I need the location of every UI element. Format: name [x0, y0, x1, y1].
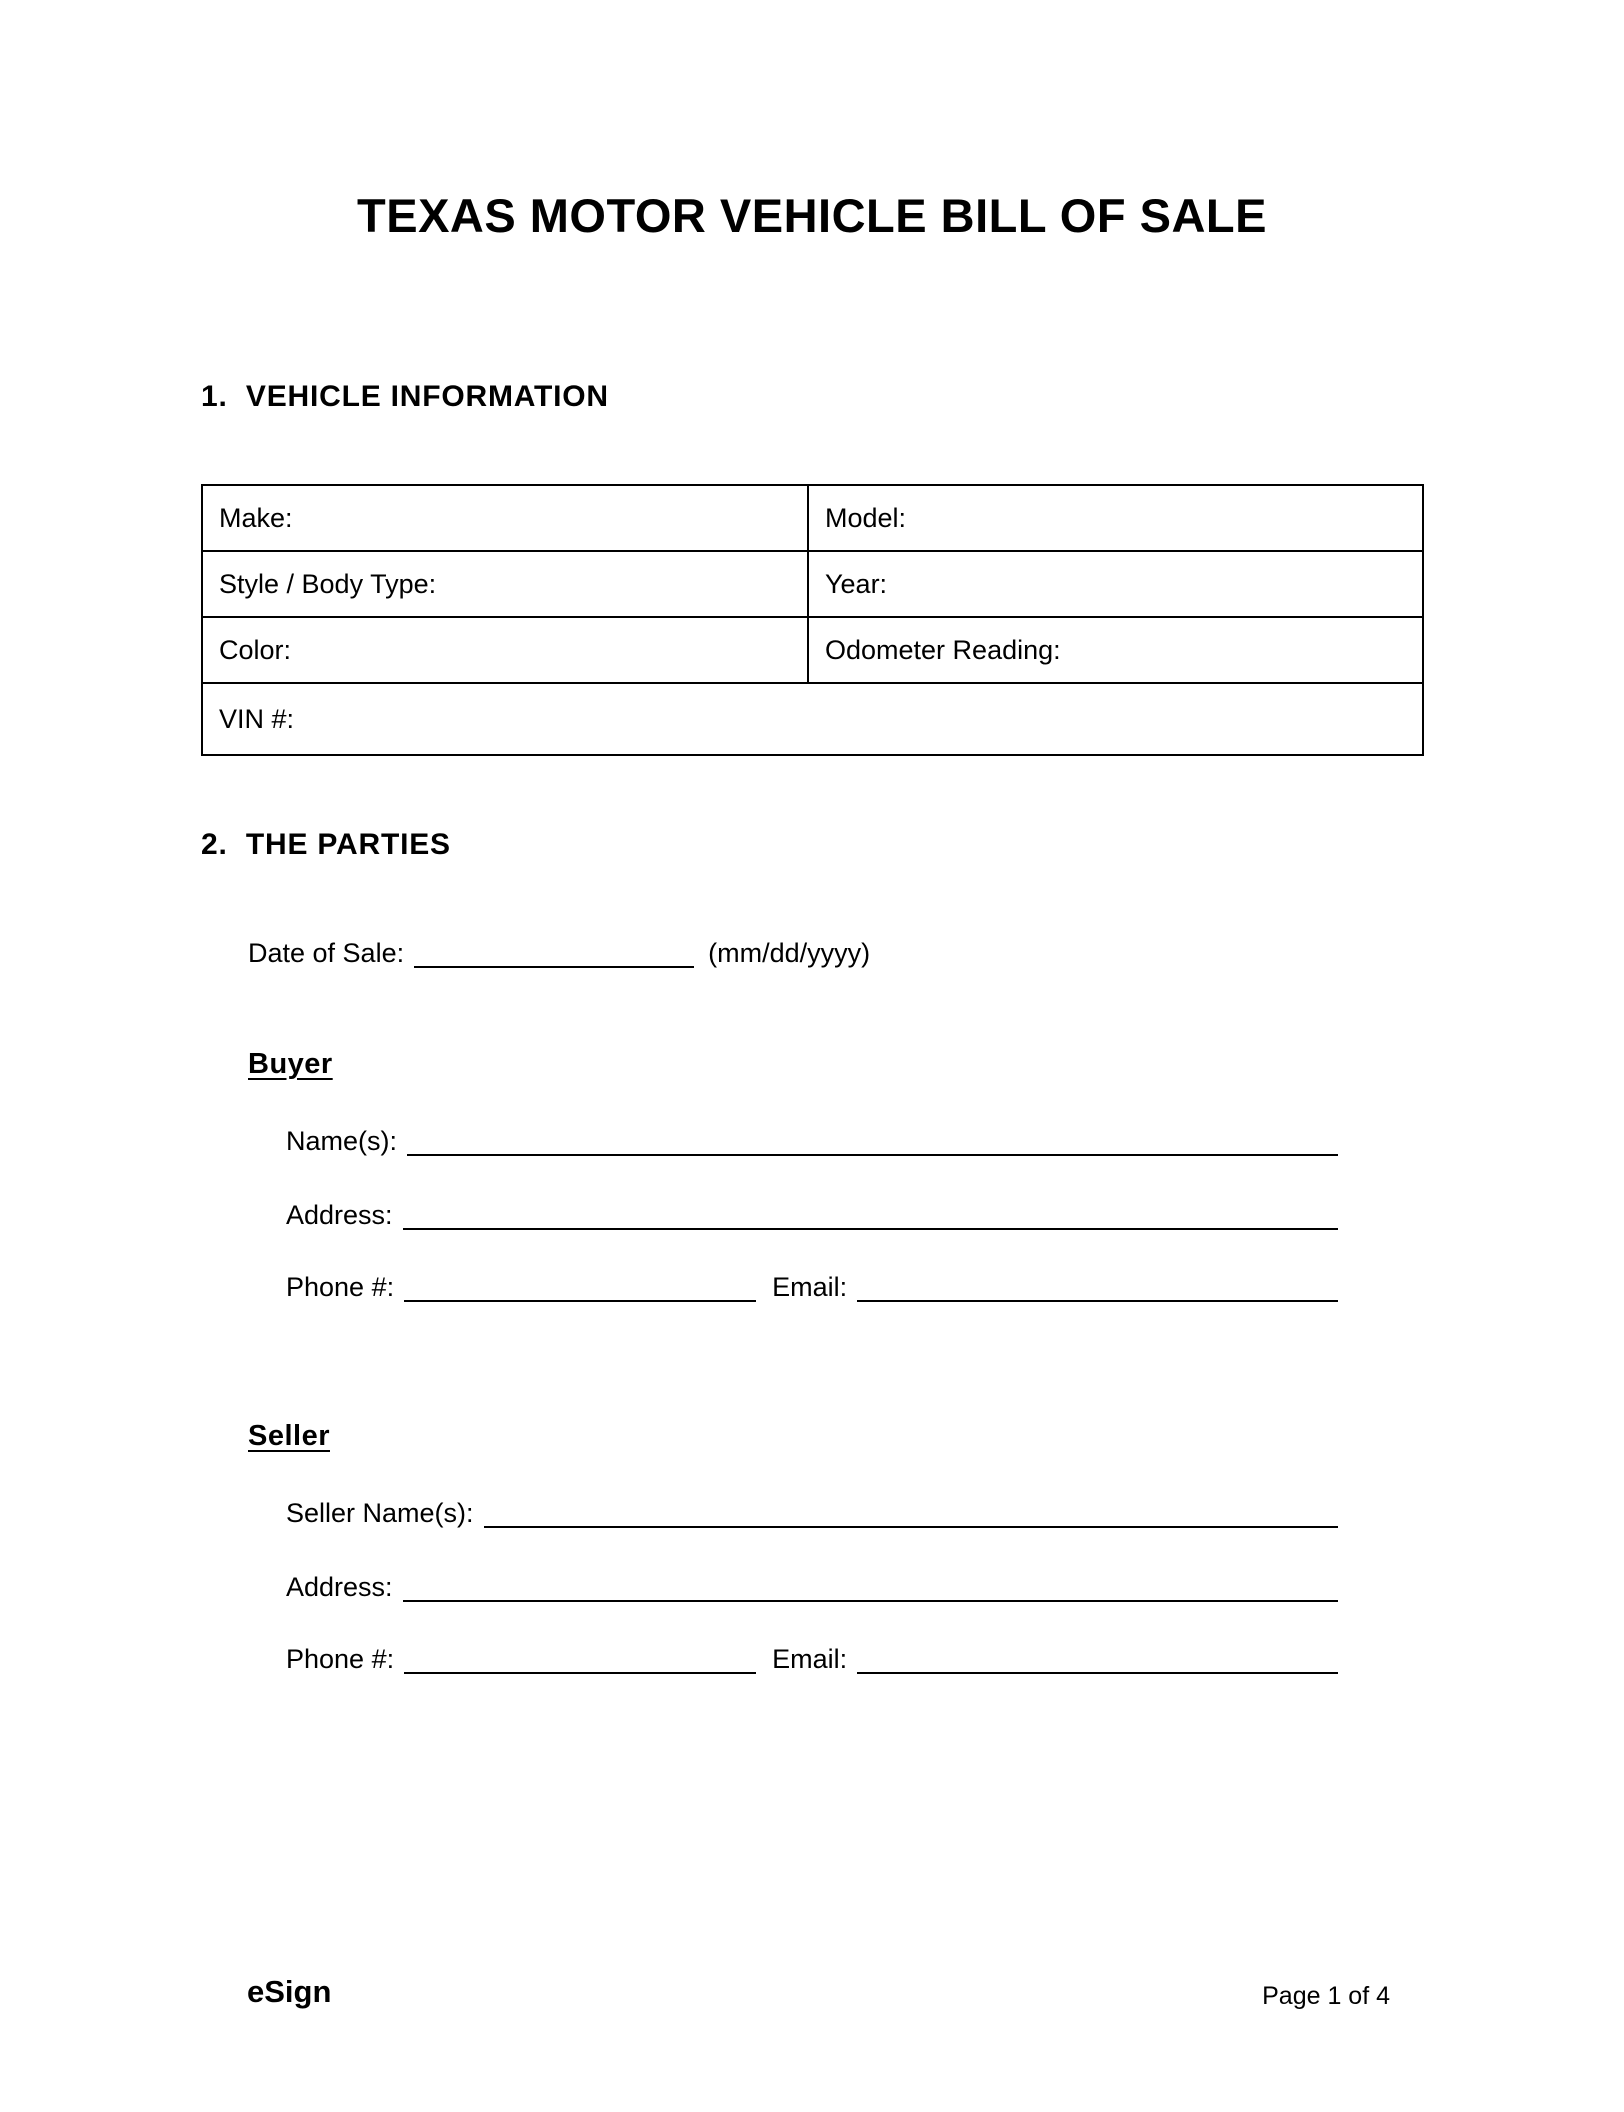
style-body-type-cell[interactable] [202, 551, 808, 617]
section-heading-the-parties: 2. THE PARTIES [201, 828, 451, 861]
model-label: Model: [825, 502, 907, 533]
buyer-name-label: Name(s): [286, 1126, 398, 1156]
vehicle-information-table [201, 484, 1424, 756]
vin-label: VIN #: [219, 703, 295, 734]
seller-phone-label: Phone #: [286, 1644, 395, 1674]
seller-address-blank[interactable] [403, 1598, 1338, 1602]
document-title: TEXAS MOTOR VEHICLE BILL OF SALE [357, 189, 1267, 242]
odometer-reading-label: Odometer Reading: [825, 634, 1061, 665]
date-format-hint: (mm/dd/yyyy) [708, 938, 871, 968]
seller-name-label: Seller Name(s): [286, 1498, 474, 1528]
seller-email-blank[interactable] [857, 1670, 1338, 1674]
buyer-name-blank[interactable] [407, 1152, 1338, 1156]
section-heading-vehicle-information: 1. VEHICLE INFORMATION [201, 380, 609, 413]
make-cell[interactable] [202, 485, 808, 551]
seller-name-row [286, 1498, 1338, 1529]
seller-name-blank[interactable] [484, 1524, 1338, 1528]
buyer-phone-email-row [286, 1272, 1338, 1303]
date-of-sale-blank[interactable] [414, 964, 694, 968]
color-cell[interactable] [202, 617, 808, 683]
make-label: Make: [219, 502, 293, 533]
table-row [202, 485, 1423, 551]
seller-address-label: Address: [286, 1572, 393, 1602]
seller-email-label: Email: [772, 1644, 848, 1674]
odometer-reading-cell[interactable] [808, 617, 1423, 683]
year-cell[interactable] [808, 551, 1423, 617]
buyer-email-label: Email: [772, 1272, 848, 1302]
vin-cell[interactable] [202, 683, 1423, 755]
buyer-phone-label: Phone #: [286, 1272, 395, 1302]
buyer-address-row [286, 1200, 1338, 1231]
year-label: Year: [825, 568, 888, 599]
table-row [202, 683, 1423, 755]
buyer-email-blank[interactable] [857, 1298, 1338, 1302]
page-number: Page 1 of 4 [1262, 1982, 1390, 2010]
buyer-name-row [286, 1126, 1338, 1157]
date-of-sale-row [248, 938, 948, 969]
buyer-phone-blank[interactable] [404, 1298, 756, 1302]
buyer-address-blank[interactable] [403, 1226, 1338, 1230]
esign-logo: eSign [247, 1974, 332, 2009]
seller-section-heading: Seller [248, 1420, 330, 1452]
date-of-sale-label: Date of Sale: [248, 938, 405, 968]
color-label: Color: [219, 634, 292, 665]
seller-phone-blank[interactable] [404, 1670, 756, 1674]
table-row [202, 617, 1423, 683]
table-row [202, 551, 1423, 617]
buyer-address-label: Address: [286, 1200, 393, 1230]
buyer-section-heading: Buyer [248, 1048, 333, 1080]
style-body-type-label: Style / Body Type: [219, 568, 437, 599]
seller-phone-email-row [286, 1644, 1338, 1675]
seller-address-row [286, 1572, 1338, 1603]
model-cell[interactable] [808, 485, 1423, 551]
